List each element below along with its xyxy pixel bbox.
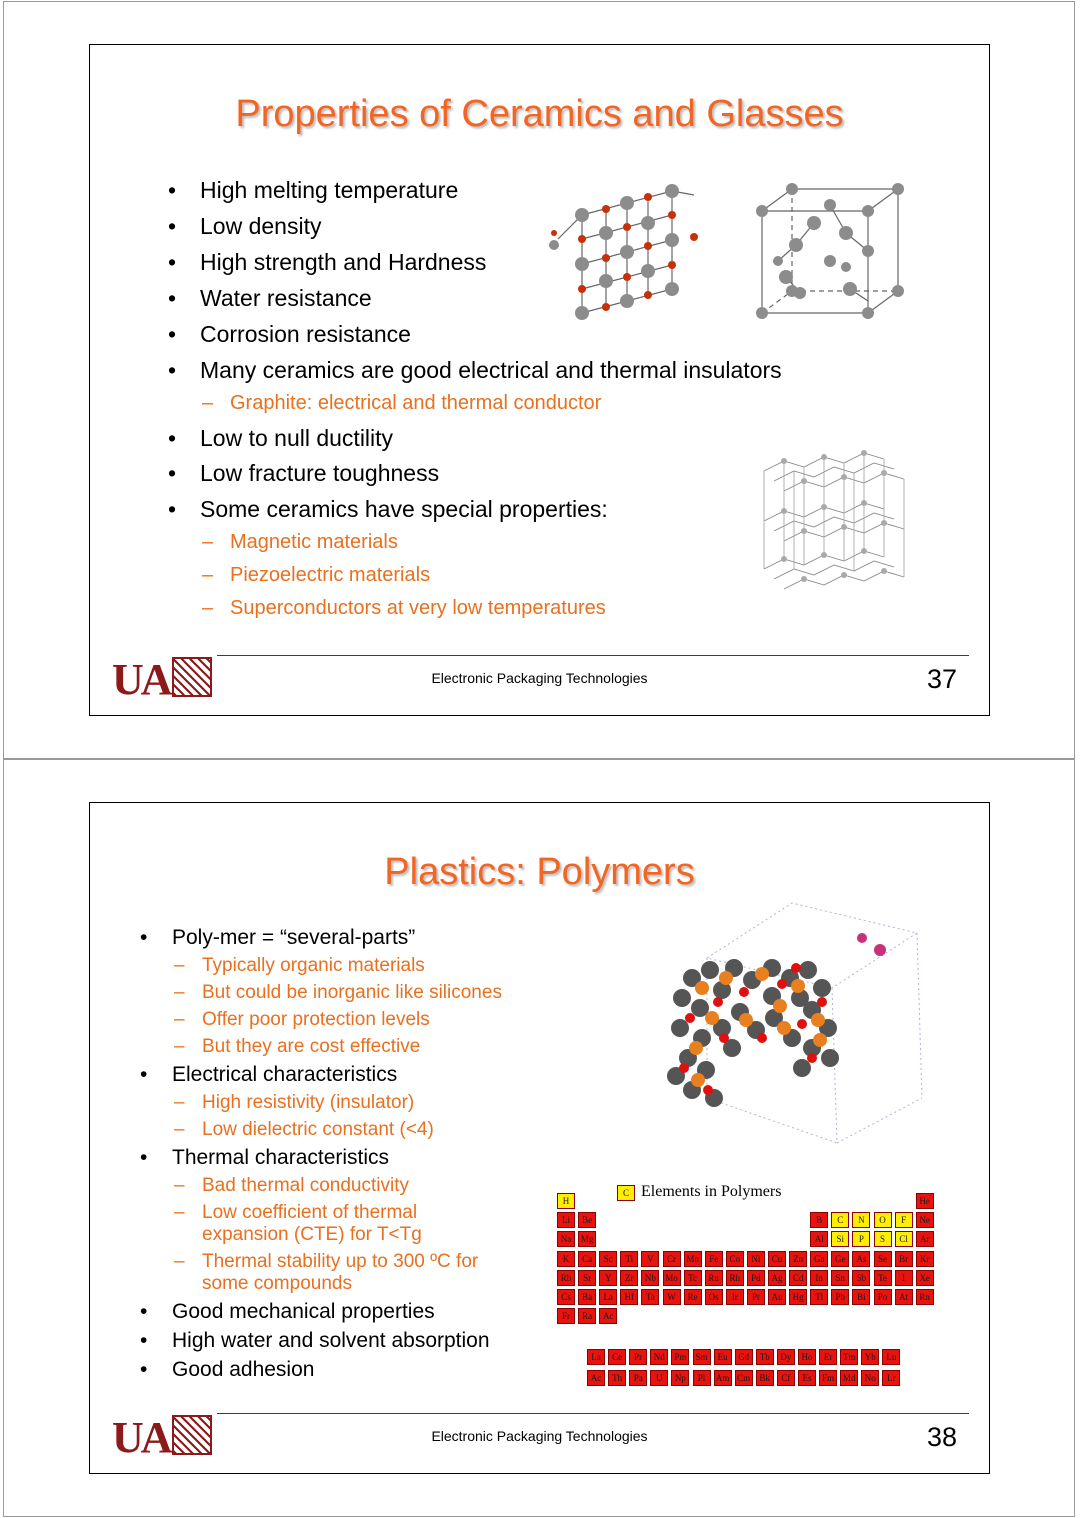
bullet-item: • Poly-mer = “several-parts” [140,926,560,950]
element-fr: Fr [557,1308,575,1324]
element-hf: Hf [620,1289,638,1305]
element-ac: Ac [587,1370,605,1386]
sub-bullet-item: – But could be inorganic like silicones [172,982,560,1004]
nacl-crystal-image [548,181,708,323]
element-tb: Tb [756,1349,774,1365]
element-as: As [852,1251,870,1267]
element-s: S [874,1231,892,1247]
element-pb: Pb [831,1289,849,1305]
element-sm: Sm [693,1349,711,1365]
element-la: La [599,1289,617,1305]
bullet-item: • Low to null ductility [168,426,888,450]
element-se: Se [874,1251,892,1267]
element-bi: Bi [852,1289,870,1305]
element-cl: Cl [895,1231,913,1247]
element-in: In [810,1270,828,1286]
element-na: Na [557,1231,575,1247]
bullet-item: • Thermal characteristics [140,1146,560,1170]
element-tm: Tm [840,1349,858,1365]
element-la: La [587,1349,605,1365]
sub-bullet-item: – Piezoelectric materials [200,564,888,586]
element-mg: Mg [578,1231,596,1247]
element-ra: Ra [578,1308,596,1324]
element-er: Er [819,1349,837,1365]
element-pl: Pl [693,1370,711,1386]
sub-bullet-item: – Offer poor protection levels [172,1009,560,1031]
slide-38 [89,802,990,1474]
footer-text: Electronic Packaging Technologies [431,1428,648,1444]
periodic-table [557,1183,957,1393]
polymer-molecule-image [662,898,932,1148]
element-ag: Ag [768,1270,786,1286]
element-tc: Tc [684,1270,702,1286]
element-zr: Zr [620,1270,638,1286]
element-c: C [831,1212,849,1228]
element-pa: Pa [629,1370,647,1386]
element-nb: Nb [641,1270,659,1286]
element-h: H [557,1193,575,1209]
element-th: Th [608,1370,626,1386]
sub-bullet-item: – Thermal stability up to 300 ºC for some compounds [172,1251,502,1295]
footer-rule [217,1413,969,1414]
element-w: W [663,1289,681,1305]
element-n: N [852,1212,870,1228]
element-be: Be [578,1212,596,1228]
legend-swatch: C [617,1185,635,1201]
element-ac: Ac [599,1308,617,1324]
element-mn: Mn [684,1251,702,1267]
bullet-item: • Water resistance [168,286,888,310]
element-sn: Sn [831,1270,849,1286]
element-ta: Ta [641,1289,659,1305]
element-k: K [557,1251,575,1267]
sub-bullet-item: – Bad thermal conductivity [172,1175,560,1197]
element-np: Np [671,1370,689,1386]
element-al: Al [810,1231,828,1247]
element-fe: Fe [705,1251,723,1267]
element-md: Md [840,1370,858,1386]
element-cd: Cd [789,1270,807,1286]
element-sb: Sb [852,1270,870,1286]
sub-bullet-item: – But they are cost effective [172,1036,560,1058]
element-re: Re [684,1289,702,1305]
element-ru: Ru [705,1270,723,1286]
element-nd: Nd [650,1349,668,1365]
bullet-item: • Good mechanical properties [140,1300,560,1324]
element-at: At [895,1289,913,1305]
element-y: Y [599,1270,617,1286]
element-p: P [852,1231,870,1247]
sub-bullet-item: – Graphite: electrical and thermal conductor [200,392,888,414]
element-lu: Lu [882,1349,900,1365]
element-v: V [641,1251,659,1267]
bullet-item: • Some ceramics have special properties: [168,497,888,521]
element-pd: Pd [747,1270,765,1286]
graphite-structure-image [754,441,916,601]
element-ar: Ar [916,1231,934,1247]
element-sc: Sc [599,1251,617,1267]
element-es: Es [798,1370,816,1386]
element-rh: Rh [726,1270,744,1286]
bullet-item: • High strength and Hardness [168,250,888,274]
element-ca: Ca [578,1251,596,1267]
sub-bullet-item: – Typically organic materials [172,955,560,977]
element-pt: Pt [747,1289,765,1305]
sub-bullet-item: – High resistivity (insulator) [172,1092,560,1114]
element-u: U [650,1370,668,1386]
sub-bullet-item: – Magnetic materials [200,531,888,553]
element-zn: Zn [789,1251,807,1267]
bullet-item: • Good adhesion [140,1358,560,1382]
element-pr: Pr [629,1349,647,1365]
element-si: Si [831,1231,849,1247]
slide-number: 38 [926,1422,957,1452]
element-ne: Ne [916,1212,934,1228]
element-ce: Ce [608,1349,626,1365]
slide-title: Properties of Ceramics and Glasses [235,93,844,135]
element-gd: Gd [735,1349,753,1365]
bullet-list [140,926,560,1382]
bullet-item: • Electrical characteristics [140,1063,560,1087]
element-eu: Eu [714,1349,732,1365]
element-au: Au [768,1289,786,1305]
element-o: O [874,1212,892,1228]
bullet-item: • Many ceramics are good electrical and thermal insulators [168,358,888,382]
slide-title: Plastics: Polymers [384,851,695,893]
sub-bullet-item: – Low dielectric constant (<4) [172,1119,560,1141]
element-po: Po [874,1289,892,1305]
element-te: Te [874,1270,892,1286]
element-tl: Tl [810,1289,828,1305]
element-lr: Lr [882,1370,900,1386]
slide-number: 37 [926,664,957,694]
element-yb: Yb [861,1349,879,1365]
element-cs: Cs [557,1289,575,1305]
element-br: Br [895,1251,913,1267]
element-ti: Ti [620,1251,638,1267]
element-no: No [861,1370,879,1386]
element-cr: Cr [663,1251,681,1267]
element-f: F [895,1212,913,1228]
element-os: Os [705,1289,723,1305]
element-ni: Ni [747,1251,765,1267]
element-cm: Cm [735,1370,753,1386]
bullet-item: • Low fracture toughness [168,461,888,485]
bullet-item: • High water and solvent absorption [140,1329,560,1353]
element-xe: Xe [916,1270,934,1286]
element-dy: Dy [777,1349,795,1365]
element-hg: Hg [789,1289,807,1305]
element-li: Li [557,1212,575,1228]
sub-bullet-item: – Superconductors at very low temperatures [200,597,888,619]
uam-logo: UA [112,1415,212,1460]
element-ge: Ge [831,1251,849,1267]
footer-rule [217,655,969,656]
element-rn: Rn [916,1289,934,1305]
uam-logo: UA [112,657,212,702]
element-cf: Cf [777,1370,795,1386]
element-ir: Ir [726,1289,744,1305]
element-b: B [810,1212,828,1228]
slide-37 [89,44,990,716]
element-fm: Fm [819,1370,837,1386]
periodic-table-legend: Elements in Polymers [641,1183,782,1200]
element-ba: Ba [578,1289,596,1305]
element-he: He [916,1193,934,1209]
element-rb: Rb [557,1270,575,1286]
element-co: Co [726,1251,744,1267]
bullet-item: • Low density [168,214,888,238]
element-ga: Ga [810,1251,828,1267]
element-mo: Mo [663,1270,681,1286]
bullet-item: • High melting temperature [168,178,888,202]
element-ho: Ho [798,1349,816,1365]
element-bk: Bk [756,1370,774,1386]
element-am: Am [714,1370,732,1386]
element-sr: Sr [578,1270,596,1286]
sub-bullet-item: – Low coefficient of thermal expansion (CTE) for T<Tg [172,1202,442,1246]
element-i: I [895,1270,913,1286]
footer-text: Electronic Packaging Technologies [431,670,648,686]
element-kr: Kr [916,1251,934,1267]
element-pm: Pm [671,1349,689,1365]
diamond-crystal-image [750,181,910,321]
bullet-item: • Corrosion resistance [168,322,888,346]
element-cu: Cu [768,1251,786,1267]
